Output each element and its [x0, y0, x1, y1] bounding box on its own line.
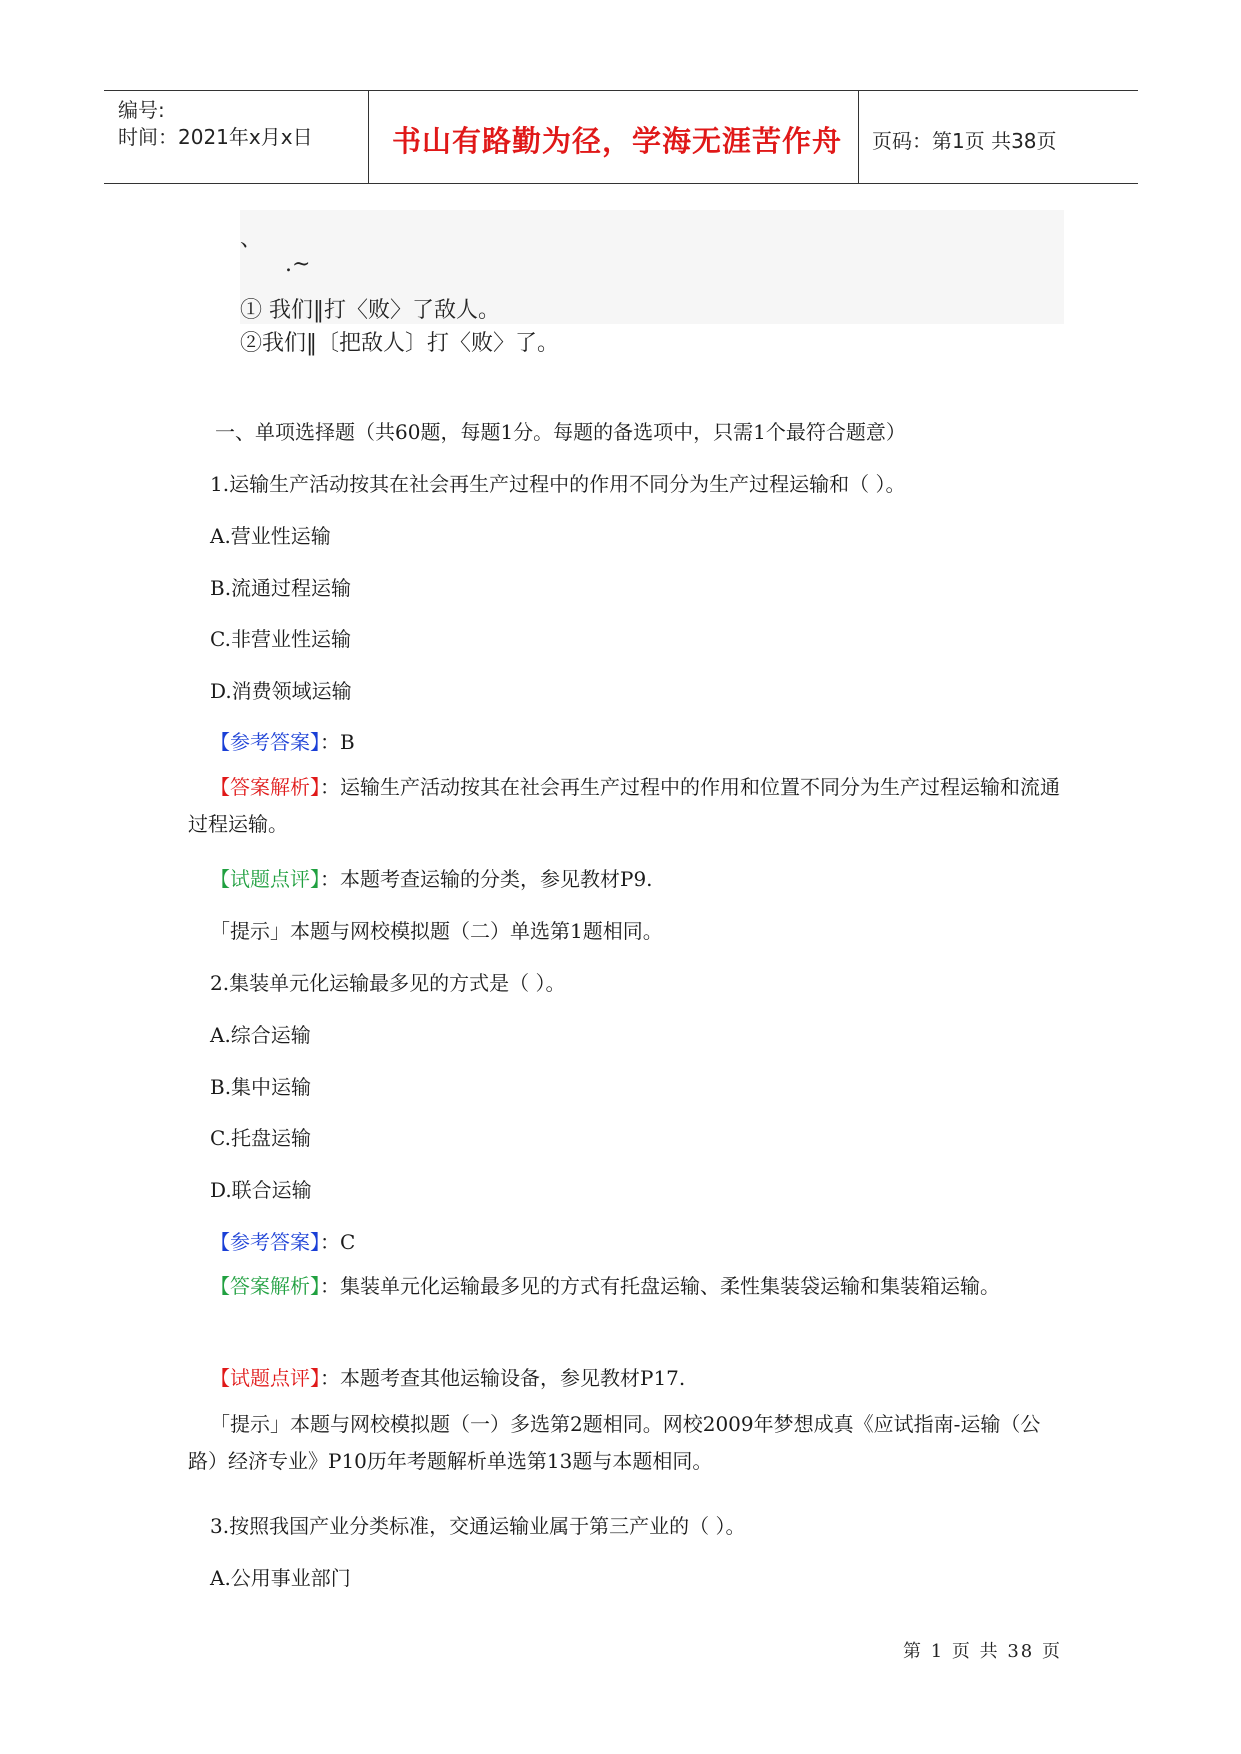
header-divider-left: [368, 90, 369, 183]
option-c: C.非营业性运输: [210, 627, 351, 651]
reference-answer: [210, 1226, 355, 1255]
answer-tag: 【参考答案】: [210, 730, 320, 754]
analysis-tag: 【答案解析】: [210, 1274, 320, 1298]
quote-line-4: ②我们‖〔把敌人〕打〈败〉了。: [240, 331, 560, 356]
quote-line-3: ① 我们‖打〈败〉了敌人。: [240, 298, 500, 323]
comment-text: ：本题考查其他运输设备，参见教材P17.: [320, 1366, 686, 1390]
question-comment: [210, 863, 653, 892]
comment-text: ：本题考查运输的分类，参见教材P9.: [320, 867, 653, 891]
quote-line-1: 、: [240, 227, 263, 252]
question-comment: [210, 1362, 685, 1391]
reference-answer: [210, 726, 355, 755]
page-footer: 第 1 页 共 38 页: [903, 1641, 1062, 1662]
question-stem: 1.运输生产活动按其在社会再生产过程中的作用不同分为生产过程运输和（ ）。: [210, 472, 906, 496]
time-label: 时间：2021年x月x日: [118, 125, 313, 149]
option-a: A.公用事业部门: [210, 1566, 351, 1590]
quote-line-2: .~: [285, 252, 311, 277]
answer-value: ：B: [320, 730, 355, 754]
answer-tag: 【参考答案】: [210, 1230, 320, 1254]
header-top-rule: [104, 90, 1138, 91]
option-d: D.联合运输: [210, 1178, 312, 1202]
analysis-text: ：运输生产活动按其在社会再生产过程中的作用和位置不同分为生产过程运输和流通过程运输。: [188, 775, 1060, 836]
slogan: 书山有路勤为径，学海无涯苦作舟: [392, 124, 843, 158]
analysis-text: ：集装单元化运输最多见的方式有托盘运输、柔性集装袋运输和集装箱运输。: [320, 1274, 1000, 1298]
hint: 「提示」本题与网校模拟题（二）单选第1题相同。: [210, 919, 663, 943]
option-c: C.托盘运输: [210, 1126, 311, 1150]
header-bottom-rule: [104, 183, 1138, 184]
comment-tag: 【试题点评】: [210, 867, 320, 891]
answer-analysis: [188, 1268, 1064, 1305]
option-b: B.流通过程运输: [210, 576, 352, 600]
analysis-tag: 【答案解析】: [210, 775, 320, 799]
option-d: D.消费领域运输: [210, 679, 352, 703]
answer-value: ：C: [320, 1230, 356, 1254]
option-a: A.综合运输: [210, 1023, 311, 1047]
option-b: B.集中运输: [210, 1075, 312, 1099]
header-divider-right: [858, 90, 859, 183]
serial-label: 编号:: [118, 98, 165, 122]
answer-analysis: [188, 769, 1064, 843]
comment-tag: 【试题点评】: [210, 1366, 320, 1390]
section-title: 一、单项选择题（共60题，每题1分。每题的备选项中，只需1个最符合题意）: [215, 420, 906, 444]
question-stem: 2.集装单元化运输最多见的方式是（ ）。: [210, 971, 566, 995]
question-stem: 3.按照我国产业分类标准，交通运输业属于第三产业的（ ）。: [210, 1514, 746, 1538]
option-a: A.营业性运输: [210, 524, 331, 548]
hint: 「提示」本题与网校模拟题（一）多选第2题相同。网校2009年梦想成真《应试指南-运输（公路）经济专业》P10历年考题解析单选第13题与本题相同。: [188, 1412, 1041, 1473]
page-label: 页码：第1页 共38页: [872, 129, 1057, 153]
